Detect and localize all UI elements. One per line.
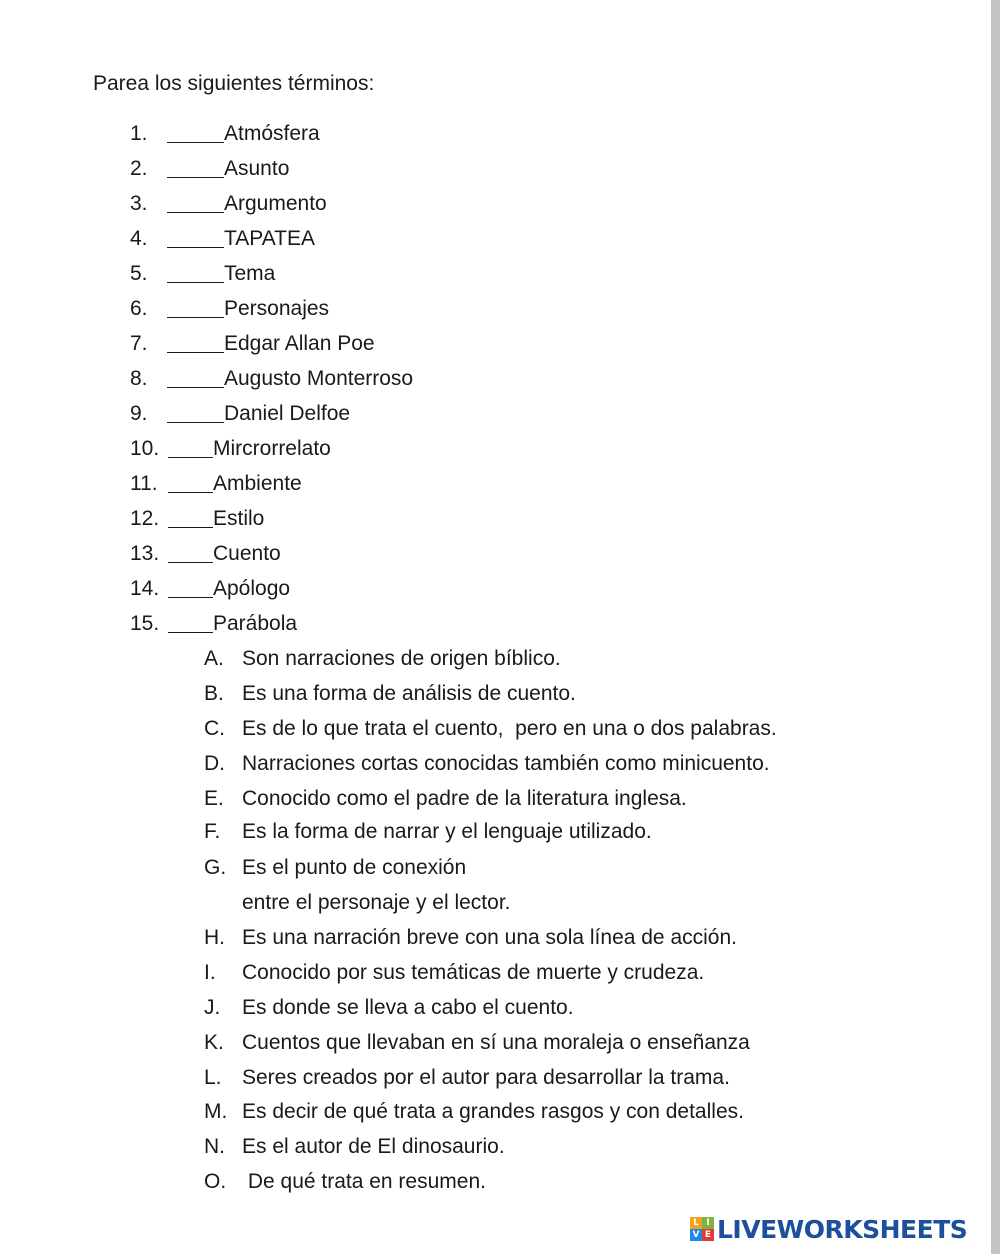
- answer-blank[interactable]: [167, 332, 224, 353]
- term-label: Tema: [224, 262, 276, 285]
- answer-blank[interactable]: [168, 437, 213, 458]
- term-number: 3.: [130, 192, 148, 215]
- definition-letter: C.: [204, 717, 225, 740]
- answer-blank[interactable]: [167, 262, 224, 283]
- definition-letter: F.: [204, 820, 221, 843]
- definition-item: [204, 924, 737, 952]
- term-label: Parábola: [213, 612, 298, 635]
- definition-text: Son narraciones de origen bíblico.: [242, 647, 561, 670]
- term-label: Atmósfera: [224, 122, 320, 145]
- liveworksheets-logo-text: LIVEWORKSHEETS: [717, 1214, 968, 1244]
- answer-blank[interactable]: [167, 402, 224, 423]
- liveworksheets-logo: [690, 1212, 967, 1246]
- definition-text: Es donde se lleva a cabo el cuento.: [242, 996, 574, 1019]
- term-item: [130, 575, 290, 603]
- definition-continuation: entre el personaje y el lector.: [242, 891, 511, 914]
- answer-blank[interactable]: [168, 507, 213, 528]
- term-number: 4.: [130, 227, 148, 250]
- term-item: [130, 470, 302, 498]
- definition-text: Cuentos que llevaban en sí una moraleja o enseñanza: [242, 1031, 750, 1054]
- definition-letter: E.: [204, 787, 224, 810]
- term-label: Daniel Delfoe: [224, 402, 351, 425]
- answer-blank[interactable]: [167, 367, 224, 388]
- definition-letter: M.: [204, 1100, 228, 1123]
- term-number: 1.: [130, 122, 148, 145]
- term-label: Mircrorrelato: [213, 437, 331, 460]
- answer-blank[interactable]: [167, 297, 224, 318]
- term-label: Argumento: [224, 192, 327, 215]
- term-item: [130, 435, 331, 463]
- logo-mark-cell: V: [690, 1229, 702, 1241]
- term-number: 13.: [130, 542, 160, 565]
- definition-text: Narraciones cortas conocidas también como minicuento.: [242, 752, 770, 775]
- definition-item: [204, 750, 770, 778]
- definition-text: Es una forma de análisis de cuento.: [242, 682, 576, 705]
- term-number: 2.: [130, 157, 148, 180]
- answer-blank[interactable]: [167, 227, 224, 248]
- definition-letter: B.: [204, 682, 224, 705]
- answer-blank[interactable]: [167, 192, 224, 213]
- definition-item: [204, 785, 687, 813]
- definition-item: [204, 1064, 730, 1092]
- term-number: 6.: [130, 297, 148, 320]
- definition-letter: K.: [204, 1031, 224, 1054]
- term-item: [130, 540, 281, 568]
- definition-item: [204, 1168, 486, 1196]
- definition-text: Es decir de qué trata a grandes rasgos y con detalles.: [242, 1100, 744, 1123]
- answer-blank[interactable]: [167, 157, 224, 178]
- term-label: Cuento: [213, 542, 281, 565]
- term-number: 8.: [130, 367, 148, 390]
- answer-blank[interactable]: [168, 472, 213, 493]
- term-label: Personajes: [224, 297, 330, 320]
- definition-text: Seres creados por el autor para desarrollar la trama.: [242, 1066, 730, 1089]
- definition-text: Es el autor de El dinosaurio.: [242, 1135, 505, 1158]
- logo-mark-cell: E: [702, 1229, 714, 1241]
- definition-text: Conocido por sus temáticas de muerte y crudeza.: [242, 961, 705, 984]
- answer-blank[interactable]: [168, 577, 213, 598]
- term-item: [130, 155, 289, 183]
- term-label: Asunto: [224, 157, 290, 180]
- definition-item: [204, 1133, 505, 1161]
- term-number: 11.: [130, 472, 158, 495]
- definition-letter: D.: [204, 752, 225, 775]
- definition-item: [204, 959, 704, 987]
- definition-text: Es la forma de narrar y el lenguaje utilizado.: [242, 820, 652, 843]
- definition-text: Es una narración breve con una sola línea de acción.: [242, 926, 737, 949]
- term-label: Estilo: [213, 507, 265, 530]
- term-item: [130, 190, 327, 218]
- term-item: [130, 505, 264, 533]
- logo-mark-cell: L: [690, 1217, 702, 1229]
- answer-blank[interactable]: [168, 612, 213, 633]
- definition-item: [204, 994, 574, 1022]
- definition-text: De qué trata en resumen.: [242, 1170, 486, 1193]
- term-number: 5.: [130, 262, 148, 285]
- definition-letter: J.: [204, 996, 221, 1019]
- term-label: Edgar Allan Poe: [224, 332, 375, 355]
- term-label: Apólogo: [213, 577, 291, 600]
- term-label: TAPATEA: [224, 227, 316, 250]
- term-item: [130, 260, 275, 288]
- instruction-text: Parea los siguientes términos:: [93, 72, 375, 95]
- term-label: Augusto Monterroso: [224, 367, 414, 390]
- definition-item: [204, 1098, 744, 1126]
- term-item: [130, 225, 315, 253]
- term-number: 7.: [130, 332, 148, 355]
- answer-blank[interactable]: [168, 542, 213, 563]
- term-number: 14.: [130, 577, 160, 600]
- term-item: [130, 295, 329, 323]
- term-item: [130, 365, 413, 393]
- definition-letter: O.: [204, 1170, 227, 1193]
- page-edge-bar: [991, 0, 1000, 1254]
- term-item: [130, 330, 375, 358]
- definition-text: Es el punto de conexión: [242, 856, 467, 879]
- definition-letter: A.: [204, 647, 224, 670]
- term-item: [130, 610, 297, 638]
- definition-letter: N.: [204, 1135, 225, 1158]
- definition-letter: L.: [204, 1066, 222, 1089]
- term-number: 10.: [130, 437, 160, 460]
- definition-item: [204, 680, 576, 708]
- liveworksheets-logo-icon: [690, 1217, 714, 1241]
- definition-letter: G.: [204, 856, 227, 879]
- definition-letter: I.: [204, 961, 216, 984]
- definition-item: [204, 1029, 750, 1057]
- term-item: [130, 400, 350, 428]
- definition-item: [204, 645, 561, 673]
- term-item: [130, 120, 320, 148]
- term-label: Ambiente: [213, 472, 302, 495]
- term-number: 12.: [130, 507, 160, 530]
- definition-item: [204, 854, 466, 882]
- answer-blank[interactable]: [167, 122, 224, 143]
- definition-text: Es de lo que trata el cuento, pero en una o dos palabras.: [242, 717, 777, 740]
- definition-letter: H.: [204, 926, 225, 949]
- definition-text: Conocido como el padre de la literatura inglesa.: [242, 787, 687, 810]
- definition-item: [204, 715, 777, 743]
- logo-mark-cell: I: [702, 1217, 714, 1229]
- definition-item: [204, 818, 652, 846]
- term-number: 9.: [130, 402, 148, 425]
- term-number: 15.: [130, 612, 160, 635]
